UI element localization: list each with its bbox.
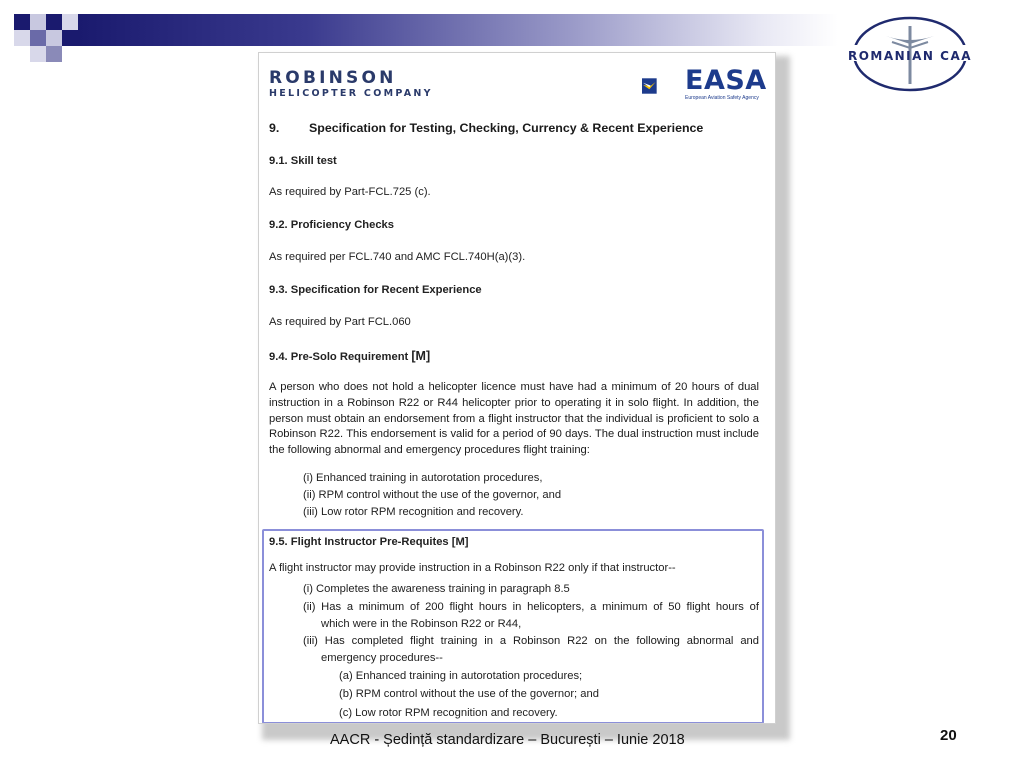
decor-square bbox=[30, 30, 46, 46]
decor-square bbox=[62, 14, 78, 30]
s94-item: (i) Enhanced training in autorotation procedures, bbox=[303, 472, 543, 484]
decor-square bbox=[30, 46, 46, 62]
s91-text: As required by Part-FCL.725 (c). bbox=[269, 186, 431, 198]
romanian-caa-logo-text: ROMANIAN CAA bbox=[847, 49, 973, 63]
s95-subitem: (c) Low rotor RPM recognition and recovery. bbox=[339, 707, 558, 719]
document-page bbox=[258, 52, 776, 724]
s95-heading: 9.5. Flight Instructor Pre-Requites [M] bbox=[269, 536, 469, 548]
decor-square bbox=[62, 30, 78, 46]
s91-heading: 9.1. Skill test bbox=[269, 155, 337, 167]
section-number: 9. bbox=[269, 121, 280, 135]
s94-item: (iii) Low rotor RPM recognition and recovery. bbox=[303, 506, 524, 518]
s92-text: As required per FCL.740 and AMC FCL.740H(a)(3). bbox=[269, 251, 526, 263]
page-number: 20 bbox=[940, 727, 957, 744]
s95-item-cont: emergency procedures-- bbox=[321, 652, 443, 664]
s94-heading-text: 9.4. Pre-Solo Requirement bbox=[269, 351, 409, 363]
s95-item-cont: which were in the Robinson R22 or R44, bbox=[321, 618, 522, 630]
section-heading bbox=[269, 121, 703, 135]
easa-name: EASA bbox=[685, 65, 767, 96]
s94-tag: [M] bbox=[411, 349, 431, 363]
decor-square bbox=[46, 14, 62, 30]
s93-heading: 9.3. Specification for Recent Experience bbox=[269, 284, 482, 296]
s95-intro: A flight instructor may provide instruction in a Robinson R22 only if that instructor-- bbox=[269, 562, 676, 574]
robinson-name: ROBINSON bbox=[269, 68, 397, 88]
s93-text: As required by Part FCL.060 bbox=[269, 316, 411, 328]
s95-subitem: (b) RPM control without the use of the governor; and bbox=[339, 688, 599, 700]
robinson-subtitle: HELICOPTER COMPANY bbox=[269, 88, 433, 99]
s94-heading bbox=[269, 348, 430, 365]
header-gradient-bar bbox=[78, 14, 838, 46]
decor-square bbox=[46, 30, 62, 46]
s95-item: (iii) Has completed flight training in a Robinson R22 on the following abnormal and bbox=[303, 635, 759, 647]
s94-item: (ii) RPM control without the use of the governor, and bbox=[303, 489, 562, 501]
s94-paragraph: A person who does not hold a helicopter licence must have had a minimum of 20 hours of dual instruction in a Robinson R22 or R44 helicopter prior to operating it in solo flight. In addition, the person must obtain an endorsement from a flight instructor that the individual is proficient to solo a Robinson R22. This endorsement is valid for a period of 90 days. The dual instruction must include the following abnormal and emergency procedures flight training: bbox=[269, 381, 759, 457]
s92-heading: 9.2. Proficiency Checks bbox=[269, 219, 394, 231]
footer-text: AACR - Ședință standardizare – București – Iunie 2018 bbox=[330, 732, 685, 748]
easa-logo-icon bbox=[642, 65, 686, 107]
section-title: Specification for Testing, Checking, Currency & Recent Experience bbox=[309, 121, 704, 135]
decor-square bbox=[46, 46, 62, 62]
decor-square bbox=[14, 14, 30, 30]
s95-item: (i) Completes the awareness training in paragraph 8.5 bbox=[303, 583, 570, 595]
decor-square bbox=[14, 30, 30, 46]
s95-item: (ii) Has a minimum of 200 flight hours in helicopters, a minimum of 50 flight hours of bbox=[303, 601, 759, 613]
easa-subtitle: European Aviation Safety Agency bbox=[685, 95, 759, 101]
robinson-logo bbox=[269, 69, 433, 101]
s95-subitem: (a) Enhanced training in autorotation procedures; bbox=[339, 670, 583, 682]
decor-square bbox=[30, 14, 46, 30]
